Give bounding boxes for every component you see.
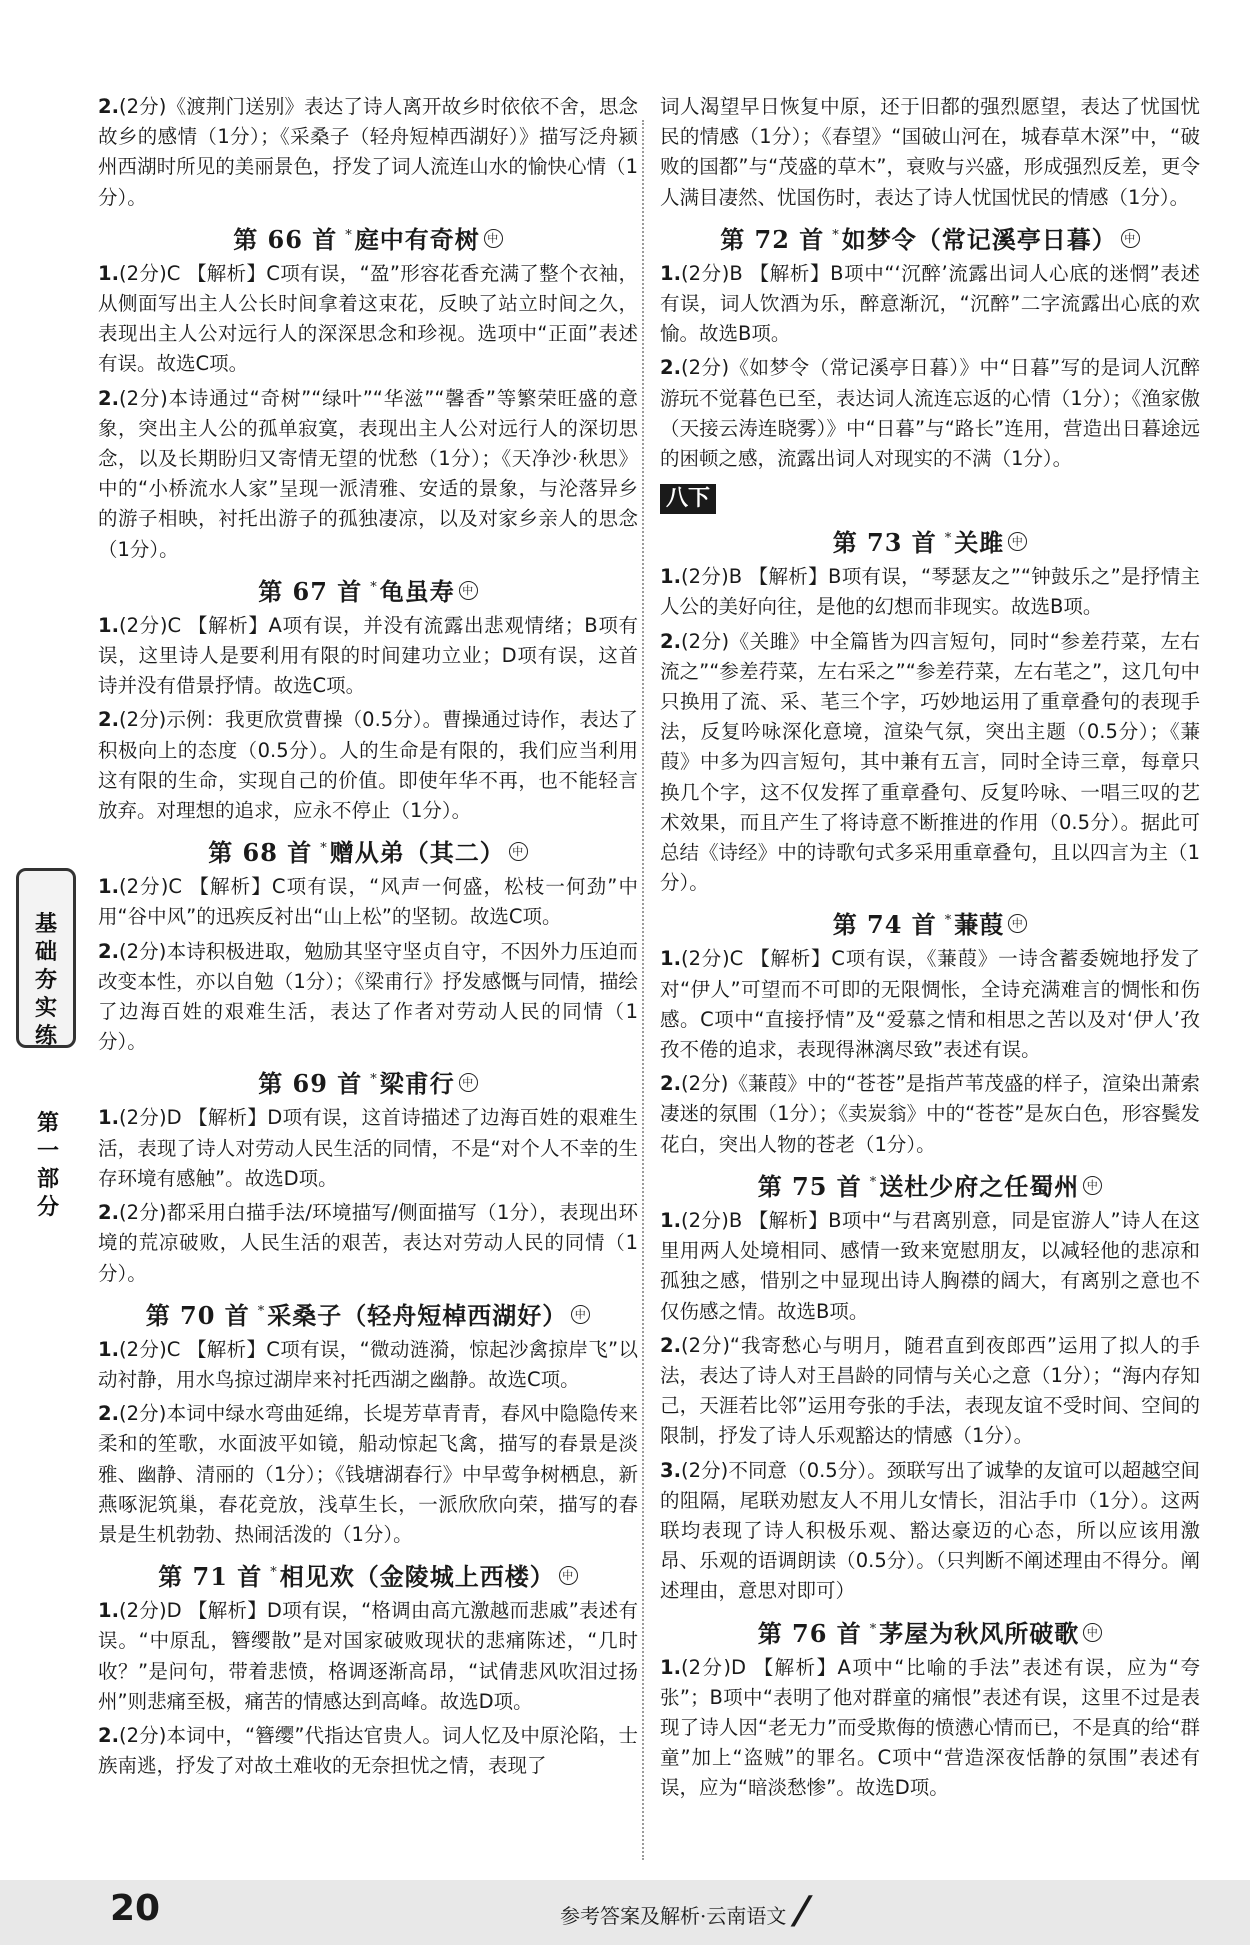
answer-item — [98, 937, 638, 1058]
poem-title: 送杜少府之任蜀州 — [879, 1171, 1080, 1201]
page-number: 20 — [110, 1888, 161, 1929]
circle-mark-icon: 中 — [484, 229, 503, 248]
slash-mark-icon: / — [789, 1888, 815, 1932]
answer-item — [98, 1721, 638, 1781]
side-tab-exercise-label: 基础夯实练 — [34, 912, 57, 1049]
poem-number: 第 74 首 — [832, 910, 937, 940]
answer-item — [660, 353, 1200, 474]
answer-item — [98, 1596, 638, 1717]
grade-label: 八下 — [660, 484, 716, 514]
answer-text: (2分)都采用白描手法/环境描写/侧面描写（1分），表现出环境的荒凉破败，人民生活的艰苦，表达对劳动人民的同情（1分）。 — [98, 1201, 638, 1285]
answer-number: 2 . — [660, 630, 681, 653]
answer-text: (2分)C 【解析】C项有误，“微动涟漪，惊起沙禽掠岸飞”以动衬静，用水鸟掠过湖岸来衬托西湖之幽静。故选C项。 — [98, 1337, 638, 1391]
answer-item — [98, 705, 638, 826]
answer-number: 2 . — [660, 1072, 681, 1095]
answer-text: (2分)C 【解析】C项有误，《蒹葭》一诗含蓄委婉地抒发了对“伊人”可望而不可即的无限惆怅，全诗充满难言的惆怅和伤感。C项中“直接抒情”及“爱慕之情和相思之苦以及对‘伊人’孜孜不倦的追求，表现得淋漓尽致”表述有误。 — [660, 947, 1200, 1062]
answer-number: 1 . — [98, 262, 119, 285]
poem-number: 第 73 首 — [832, 528, 937, 558]
answer-text: (2分)D 【解析】A项中“比喻的手法”表述有误，应为“夸张”；B项中“表明了他对群童的痛恨”表述有误，这里不过是表现了诗人因“老无力”而受欺侮的愤懑心情而已，不是真的给“群童”加上“盗贼”的罪名。C项中“营造深夜恬静的氛围”表述有误，应为“暗淡愁惨”。故选D项。 — [660, 1655, 1200, 1800]
poem-title: 蒹葭 — [954, 910, 1005, 940]
circle-mark-icon: 中 — [571, 1305, 590, 1324]
answer-number: 1 . — [660, 947, 681, 970]
answer-item — [98, 1335, 638, 1395]
footer-title: 参考答案及解析·云南语文 — [560, 1904, 787, 1928]
poem-heading — [98, 219, 638, 253]
answer-number: 2 . — [98, 95, 119, 118]
answer-item — [98, 1103, 638, 1194]
answer-text: (2分)示例：我更欣赏曹操（0.5分）。曹操通过诗作，表达了积极向上的态度（0.5分）。人的生命是有限的，我们应当利用这有限的生命，实现自己的价值。即使年华不再，也不能轻言放弃。对理想的追求，应永不停止（1分）。 — [98, 708, 638, 823]
poem-heading — [98, 1556, 638, 1590]
answer-text: (2分)D 【解析】D项有误，“格调由高亢激越而悲戚”表述有误。“中原乱，簪缨散”是对国家破败现状的悲痛陈述，“几时收？”是问句，带着悲愤，格调逐渐高昂，“试倩悲风吹泪过扬州”则悲痛至极，痛苦的情感达到高峰。故选D项。 — [98, 1599, 638, 1713]
poem-heading — [660, 1166, 1200, 1200]
circle-mark-icon: 中 — [1008, 914, 1027, 933]
poem-title: 庭中有奇树 — [354, 224, 480, 254]
answer-text: 词人渴望早日恢复中原，还于旧都的强烈愿望，表达了忧国忧民的情感（1分）；《春望》“国破山河在，城春草木深”中，“破败的国都”与“茂盛的草木”，衰败与兴盛，形成强烈反差，更令人满目凄然、忧国伤时，表达了诗人忧国忧民的情感（1分）。 — [660, 95, 1200, 209]
answer-item — [98, 872, 638, 932]
answer-item — [98, 259, 638, 380]
poem-heading — [660, 219, 1200, 253]
answer-number: 2 . — [98, 708, 119, 731]
poem-number: 第 67 首 — [258, 576, 363, 606]
circle-mark-icon: 中 — [509, 842, 528, 861]
circle-mark-icon: 中 — [459, 1073, 478, 1092]
poem-heading — [660, 1613, 1200, 1647]
star-icon: * — [869, 1174, 878, 1190]
poem-number: 第 68 首 — [208, 838, 313, 868]
answer-text: (2分)《蒹葭》中的“苍苍”是指芦苇茂盛的样子，渲染出萧索凄迷的氛围（1分）；《卖炭翁》中的“苍苍”是灰白色，形容鬓发花白，突出人物的苍老（1分）。 — [660, 1072, 1200, 1156]
answer-text: (2分)C 【解析】A项有误，并没有流露出悲观情绪；B项有误，这里诗人是要利用有限的时间建功立业；D项有误，这首诗并没有借景抒情。故选C项。 — [98, 613, 638, 698]
answer-text: (2分)B 【解析】B项中“与君离别意，同是宦游人”诗人在这里用两人处境相同、感情一致来宽慰朋友，以减轻他的悲凉和孤独之感，惜别之中显现出诗人胸襟的阔大，有离别之意也不仅伤感之情。故选B项。 — [660, 1208, 1200, 1323]
poem-number: 第 70 首 — [145, 1300, 250, 1330]
answer-item — [660, 1456, 1200, 1607]
circle-mark-icon: 中 — [1008, 532, 1027, 551]
answer-item — [660, 1206, 1200, 1327]
answer-item — [98, 611, 638, 702]
poem-heading — [660, 522, 1200, 556]
poem-title: 如梦令（常记溪亭日暮） — [841, 224, 1117, 254]
star-icon: * — [370, 579, 378, 595]
answer-item — [98, 1399, 638, 1550]
circle-mark-icon: 中 — [559, 1566, 578, 1585]
star-icon: * — [257, 1303, 266, 1319]
poem-number: 第 71 首 — [158, 1562, 263, 1592]
star-icon: * — [270, 1565, 278, 1581]
poem-title: 茅屋为秋风所破歌 — [879, 1618, 1080, 1648]
poem-number: 第 66 首 — [233, 224, 338, 254]
poem-title: 梁甫行 — [379, 1069, 455, 1099]
answer-item — [660, 562, 1200, 622]
answer-item — [660, 259, 1200, 350]
star-icon: * — [345, 227, 353, 243]
star-icon: * — [944, 531, 953, 547]
answer-number: 2 . — [98, 1402, 119, 1425]
answer-text: (2分)D 【解析】D项有误，这首诗描述了边海百姓的艰难生活，表现了诗人对劳动人民生活的同情，不是“对个人不幸的生存环境有感触”。故选D项。 — [98, 1106, 638, 1190]
answer-number: 1 . — [98, 1106, 119, 1129]
answer-text: (2分)本词中绿水弯曲延绵，长堤芳草青青，春风中隐隐传来柔和的笙歌，水面波平如镜，船动惊起飞禽，描写的春景是淡雅、幽静、清丽的（1分）；《钱塘湖春行》中早莺争树栖息，新燕啄泥筑巢，春花竞放，浅草生长，一派欣欣向荣，描写的春景是生机勃勃、热闹活泼的（1分）。 — [98, 1402, 638, 1546]
circle-mark-icon: 中 — [1083, 1176, 1102, 1195]
star-icon: * — [370, 1072, 378, 1088]
answer-number: 2 . — [98, 940, 119, 963]
answer-text: (2分)本诗通过“奇树”“绿叶”“华滋”“馨香”等繁荣旺盛的意象，突出主人公的孤单寂寞，表现出主人公对远行人的深切思念，以及长期盼归又寄情无望的忧愁（1分）；《天净沙·秋思》中的“小桥流水人家”呈现一派清雅、安适的景象，与沦落异乡的游子相映，衬托出游子的孤独凄凉，以及对家乡亲人的思念（1分）。 — [98, 386, 638, 561]
answer-number: 1 . — [660, 565, 681, 588]
circle-mark-icon: 中 — [1083, 1623, 1102, 1642]
poem-number: 第 76 首 — [757, 1618, 862, 1648]
poem-heading — [660, 904, 1200, 938]
answer-item — [660, 92, 1200, 213]
poem-title: 采桑子（轻舟短棹西湖好） — [267, 1300, 568, 1330]
answer-number: 1 . — [98, 614, 119, 637]
answer-text: (2分)《渡荆门送别》表达了诗人离开故乡时依依不舍，思念故乡的感情（1分）；《采桑子（轻舟短棹西湖好）》描写泛舟颍州西湖时所见的美丽景色，抒发了词人流连山水的愉快心情（1分）。 — [98, 95, 638, 209]
answer-text: (2分)“我寄愁心与明月，随君直到夜郎西”运用了拟人的手法，表达了诗人对王昌龄的同情与关心之意（1分）；“海内存知己，天涯若比邻”运用夸张的手法，表现友谊不受时间、空间的限制，抒发了诗人乐观豁达的情感（1分）。 — [660, 1333, 1200, 1448]
answer-number: 1 . — [98, 1338, 119, 1361]
answer-item — [98, 1198, 638, 1289]
poem-heading — [98, 571, 638, 605]
answer-number: 3 . — [660, 1459, 681, 1482]
side-tab-part-label: 第一部分 — [36, 1111, 59, 1220]
answer-number: 2 . — [660, 356, 681, 379]
right-column — [660, 92, 1200, 1808]
side-tab-exercise — [16, 868, 76, 1048]
answer-text: (2分)不同意（0.5分）。颈联写出了诚挚的友谊可以超越空间的阻隔，尾联劝慰友人不用儿女情长，泪沾手巾（1分）。这两联均表现了诗人积极乐观、豁达豪迈的心态，所以应该用激昂、乐观的语调朗读（0.5分）。（只判断不阐述理由不得分。阐述理由，意思对即可） — [660, 1458, 1200, 1603]
answer-number: 1 . — [660, 1656, 681, 1679]
answer-text: (2分)C 【解析】C项有误，“盈”形容花香充满了整个衣袖，从侧面写出主人公长时间拿着这束花，反映了站立时间之久，表现出主人公对远行人的深深思念和珍视。选项中“正面”表述有误。故选C项。 — [98, 261, 638, 376]
answer-number: 2 . — [98, 1724, 119, 1747]
answer-text: (2分)本词中，“簪缨”代指达官贵人。词人忆及中原沦陷，士族南逃，抒发了对故土难收的无奈担忧之情，表现了 — [98, 1723, 638, 1778]
side-tab-part — [22, 1110, 74, 1222]
answer-number: 2 . — [98, 387, 119, 410]
poem-heading — [98, 1295, 638, 1329]
answer-text: (2分)《如梦令（常记溪亭日暮）》中“日暮”写的是词人沉醉游玩不觉暮色已至，表达词人流连忘返的心情（1分）；《渔家傲（天接云涛连晓雾）》中“日暮”与“路长”连用，营造出日暮途远的困顿之感，流露出词人对现实的不满（1分）。 — [660, 356, 1200, 471]
answer-number: 2 . — [660, 1334, 681, 1357]
poem-heading — [98, 1063, 638, 1097]
poem-title: 相见欢（金陵城上西楼） — [279, 1562, 555, 1592]
poem-title: 关雎 — [954, 528, 1005, 558]
answer-text: (2分)本诗积极进取，勉励其坚守坚贞自守，不因外力压迫而改变本性，亦以自勉（1分）；《梁甫行》抒发感慨与同情，描绘了边海百姓的艰难生活，表达了作者对劳动人民的同情（1分）。 — [98, 939, 638, 1054]
poem-title: 龟虽寿 — [379, 576, 455, 606]
poem-number: 第 75 首 — [757, 1171, 862, 1201]
poem-number: 第 72 首 — [720, 224, 825, 254]
poem-number: 第 69 首 — [258, 1069, 363, 1099]
star-icon: * — [832, 227, 840, 243]
answer-item — [660, 1069, 1200, 1160]
star-icon: * — [944, 913, 953, 929]
answer-text: (2分)B 【解析】B项中“‘沉醉’流露出词人心底的迷惘”表述有误，词人饮酒为乐，醉意渐沉，“沉醉”二字流露出心底的欢愉。故选B项。 — [660, 261, 1200, 346]
answer-item — [660, 1653, 1200, 1804]
poem-heading — [98, 832, 638, 866]
circle-mark-icon: 中 — [459, 581, 478, 600]
star-icon: * — [869, 1621, 878, 1637]
answer-item — [660, 1331, 1200, 1452]
circle-mark-icon: 中 — [1121, 229, 1140, 248]
answer-text: (2分)C 【解析】C项有误，“风声一何盛，松枝一何劲”中用“谷中风”的迅疾反衬出“山上松”的坚韧。故选C项。 — [98, 875, 638, 929]
star-icon: * — [320, 841, 328, 857]
answer-number: 2 . — [98, 1201, 119, 1224]
left-column — [98, 92, 638, 1785]
answer-number: 1 . — [98, 875, 119, 898]
answer-number: 1 . — [660, 1209, 681, 1232]
answer-item — [98, 384, 638, 565]
answer-item — [660, 944, 1200, 1065]
answer-item — [660, 627, 1200, 899]
poem-title: 赠从弟（其二） — [329, 838, 505, 868]
answer-text: (2分)《关雎》中全篇皆为四言短句，同时“参差荇菜，左右流之”“参差荇菜，左右采之”“参差荇菜，左右芼之”，这几句中只换用了流、采、芼三个字，巧妙地运用了重章叠句的表现手法，反复吟咏深化意境，渲染气氛，突出主题（0.5分）；《蒹葭》中多为四言短句，其中兼有五言，同时全诗三章，每章只换几个字，这不仅发挥了重章叠句、反复吟咏、一唱三叹的艺术效果，而且产生了将诗意不断推进的作用（0.5分）。据此可总结《诗经》中的诗歌句式多采用重章叠句，且以四言为主（1分）。 — [660, 629, 1200, 895]
column-divider — [642, 120, 644, 1860]
answer-number: 1 . — [660, 262, 681, 285]
answer-text: (2分)B 【解析】B项有误，“琴瑟友之”“钟鼓乐之”是抒情主人公的美好向往，是他的幻想而非现实。故选B项。 — [660, 565, 1200, 619]
answer-item — [98, 92, 638, 213]
answer-number: 1 . — [98, 1599, 119, 1622]
